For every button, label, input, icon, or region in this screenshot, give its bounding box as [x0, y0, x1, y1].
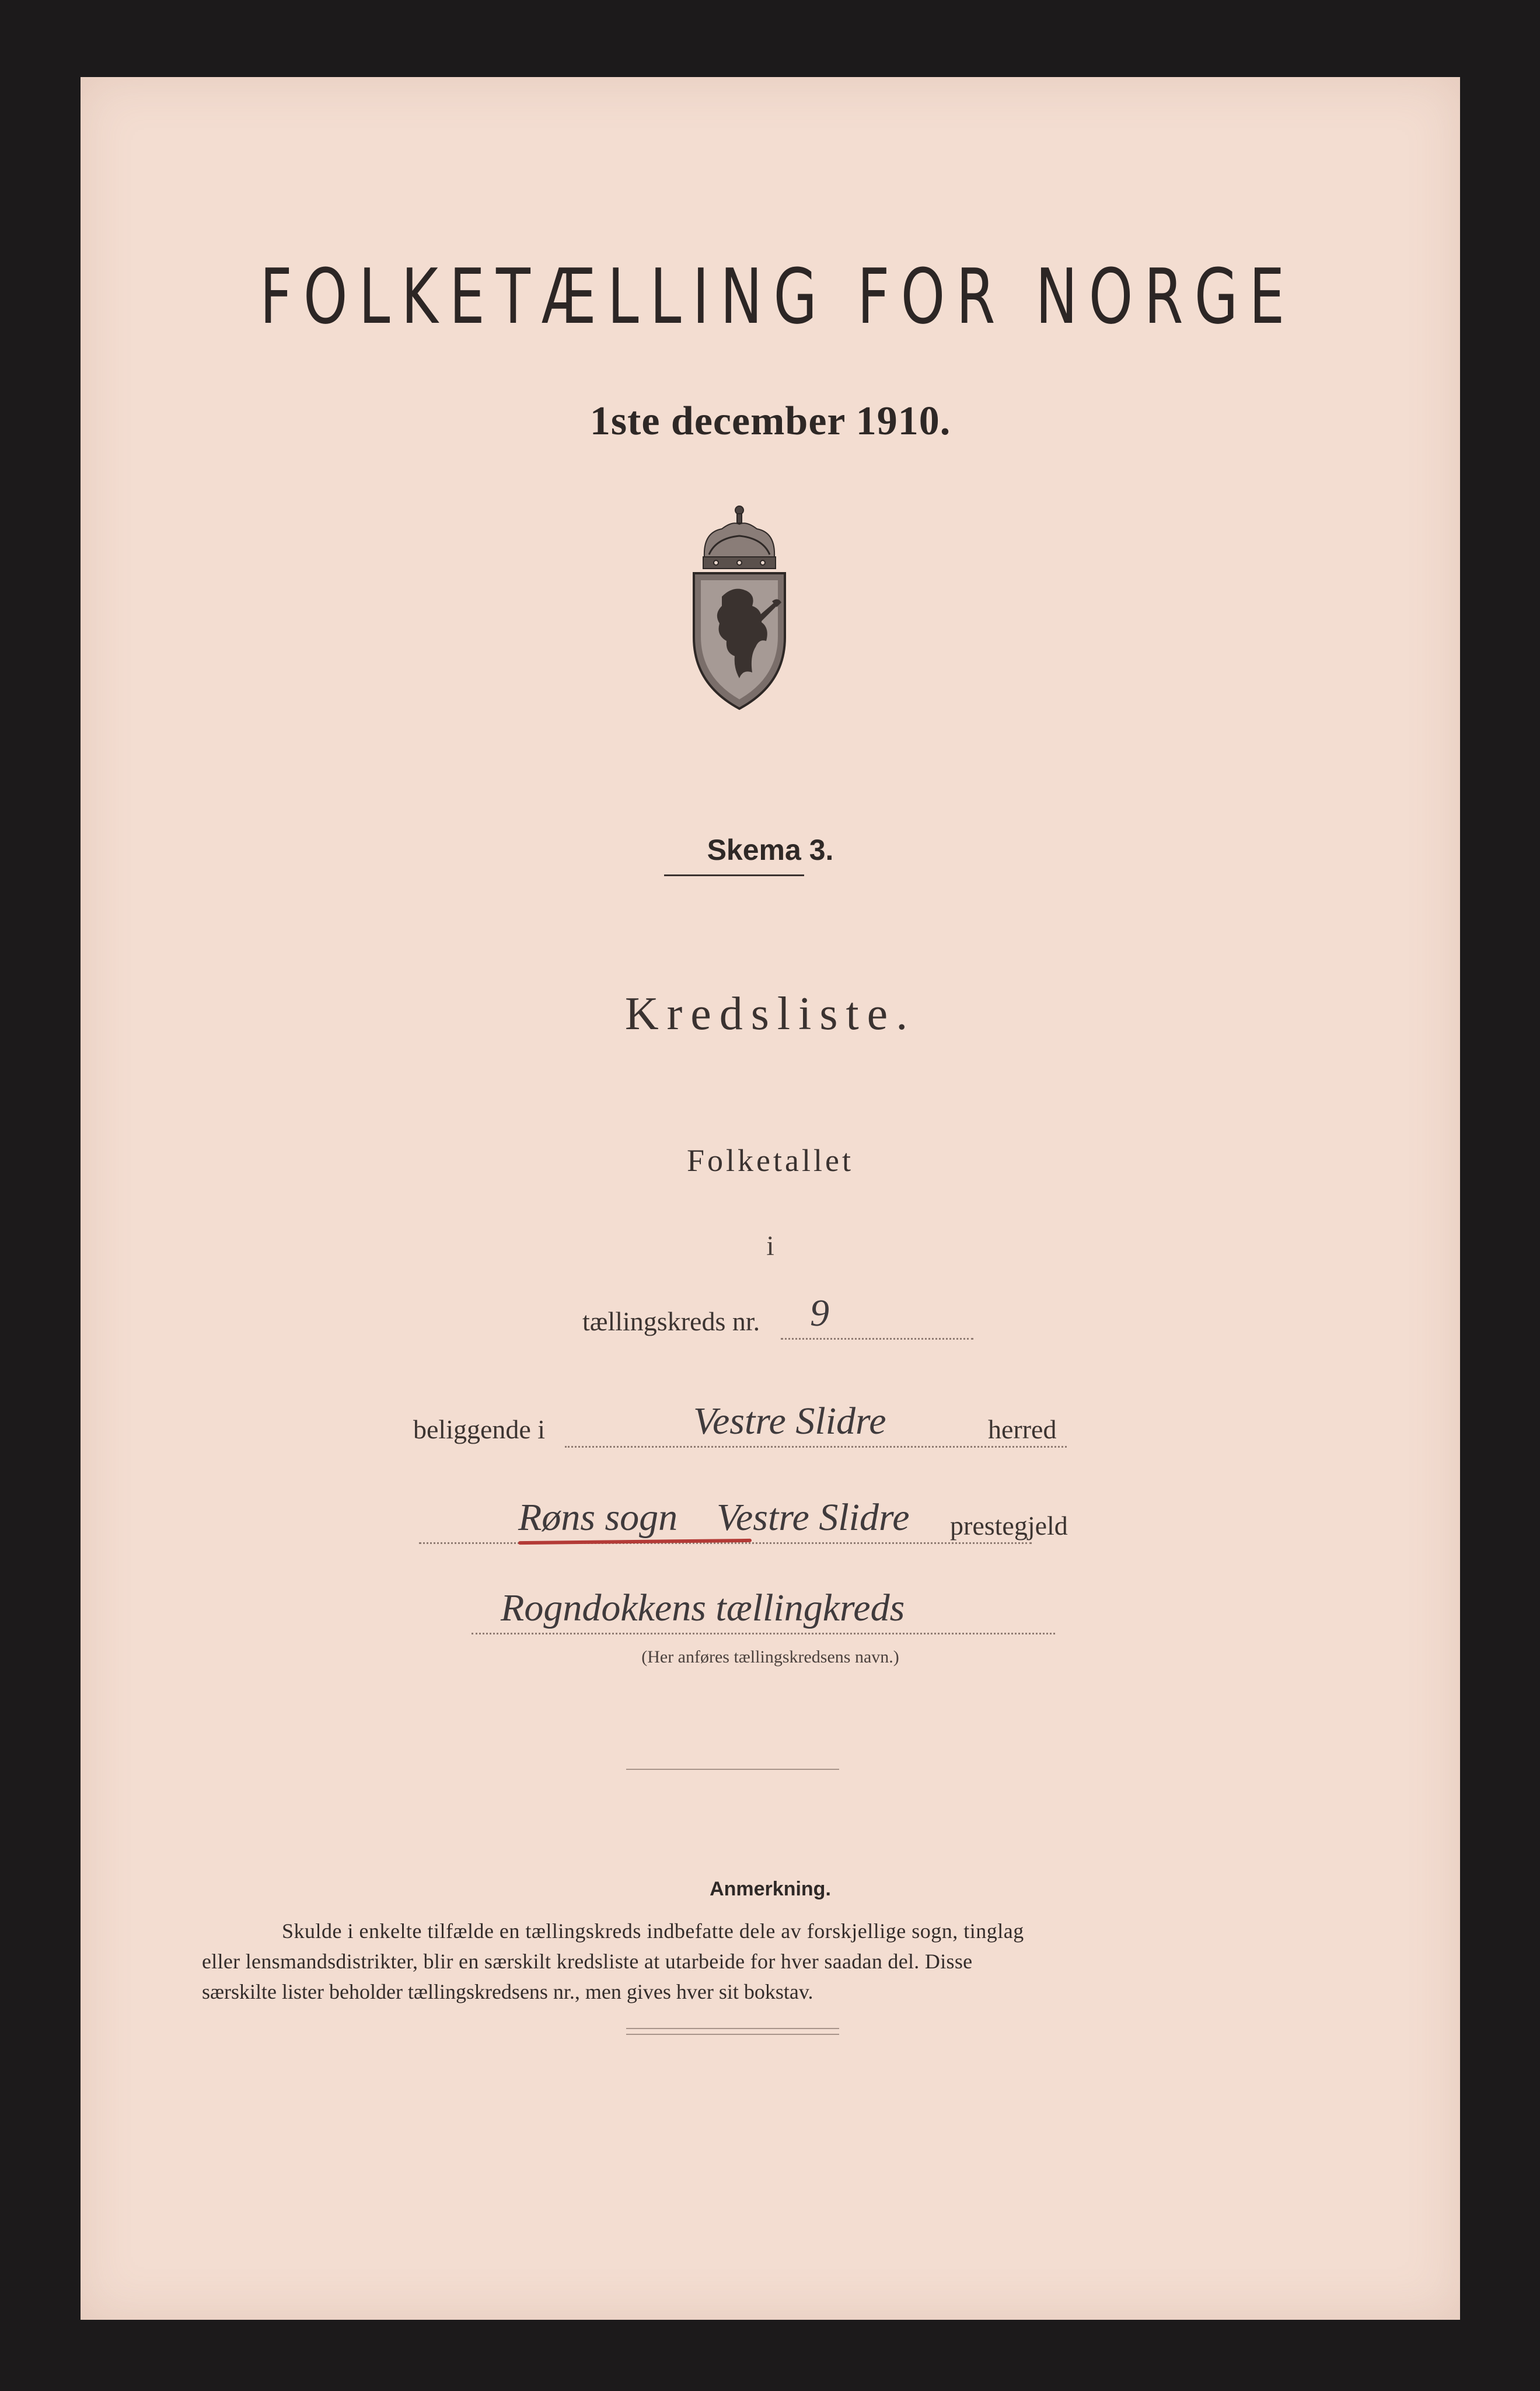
dotted-fill-line: [781, 1338, 973, 1340]
norway-coat-of-arms-icon: [681, 503, 798, 713]
herred-label: herred: [988, 1414, 1057, 1444]
form-title: FOLKETÆLLING FOR NORGE: [260, 252, 1296, 341]
note-line-2: eller lensmandsdistrikter, blir en særskilt kredsliste at utarbeide for hver saadan del. Disse: [202, 1950, 973, 1973]
census-date: 1ste december 1910.: [589, 399, 951, 444]
census-district-number-label: tællingskreds nr.: [582, 1306, 760, 1336]
document-heading: Kredsliste.: [624, 988, 916, 1040]
parish-value: Røns sogn: [518, 1496, 678, 1539]
schema-label: Skema 3.: [707, 834, 834, 866]
note-line-1: Skulde i enkelte tilfælde en tællingskreds indbefatte dele av forskjellige sogn, tinglag: [282, 1919, 1024, 1943]
separator-line: [626, 1769, 839, 1770]
preposition-i: i: [766, 1231, 774, 1261]
prestegjeld-label: prestegjeld: [950, 1511, 1068, 1540]
district-name-hint: (Her anføres tællingskredsens navn.): [641, 1647, 899, 1667]
prestegjeld-value: Vestre Slidre: [717, 1496, 910, 1539]
folketallet-label: Folketallet: [687, 1143, 854, 1178]
census-district-name-value: Rogndokkens tællingkreds: [501, 1587, 905, 1629]
census-district-number-value: 9: [810, 1292, 829, 1334]
census-form-page: [81, 77, 1460, 2320]
note-line-3: særskilte lister beholder tællingskredsens nr., men gives hver sit bokstav.: [202, 1980, 813, 2003]
located-in-label: beliggende i: [413, 1414, 546, 1444]
bottom-double-rule-bottom: [626, 2034, 839, 2035]
schema-underline: [664, 874, 804, 876]
note-title: Anmerkning.: [710, 1878, 831, 1900]
dotted-fill-line: [419, 1542, 1032, 1544]
dotted-fill-line: [565, 1446, 1067, 1448]
dotted-fill-line: [472, 1633, 1055, 1634]
bottom-double-rule-top: [626, 2028, 839, 2029]
municipality-value: Vestre Slidre: [693, 1400, 886, 1442]
